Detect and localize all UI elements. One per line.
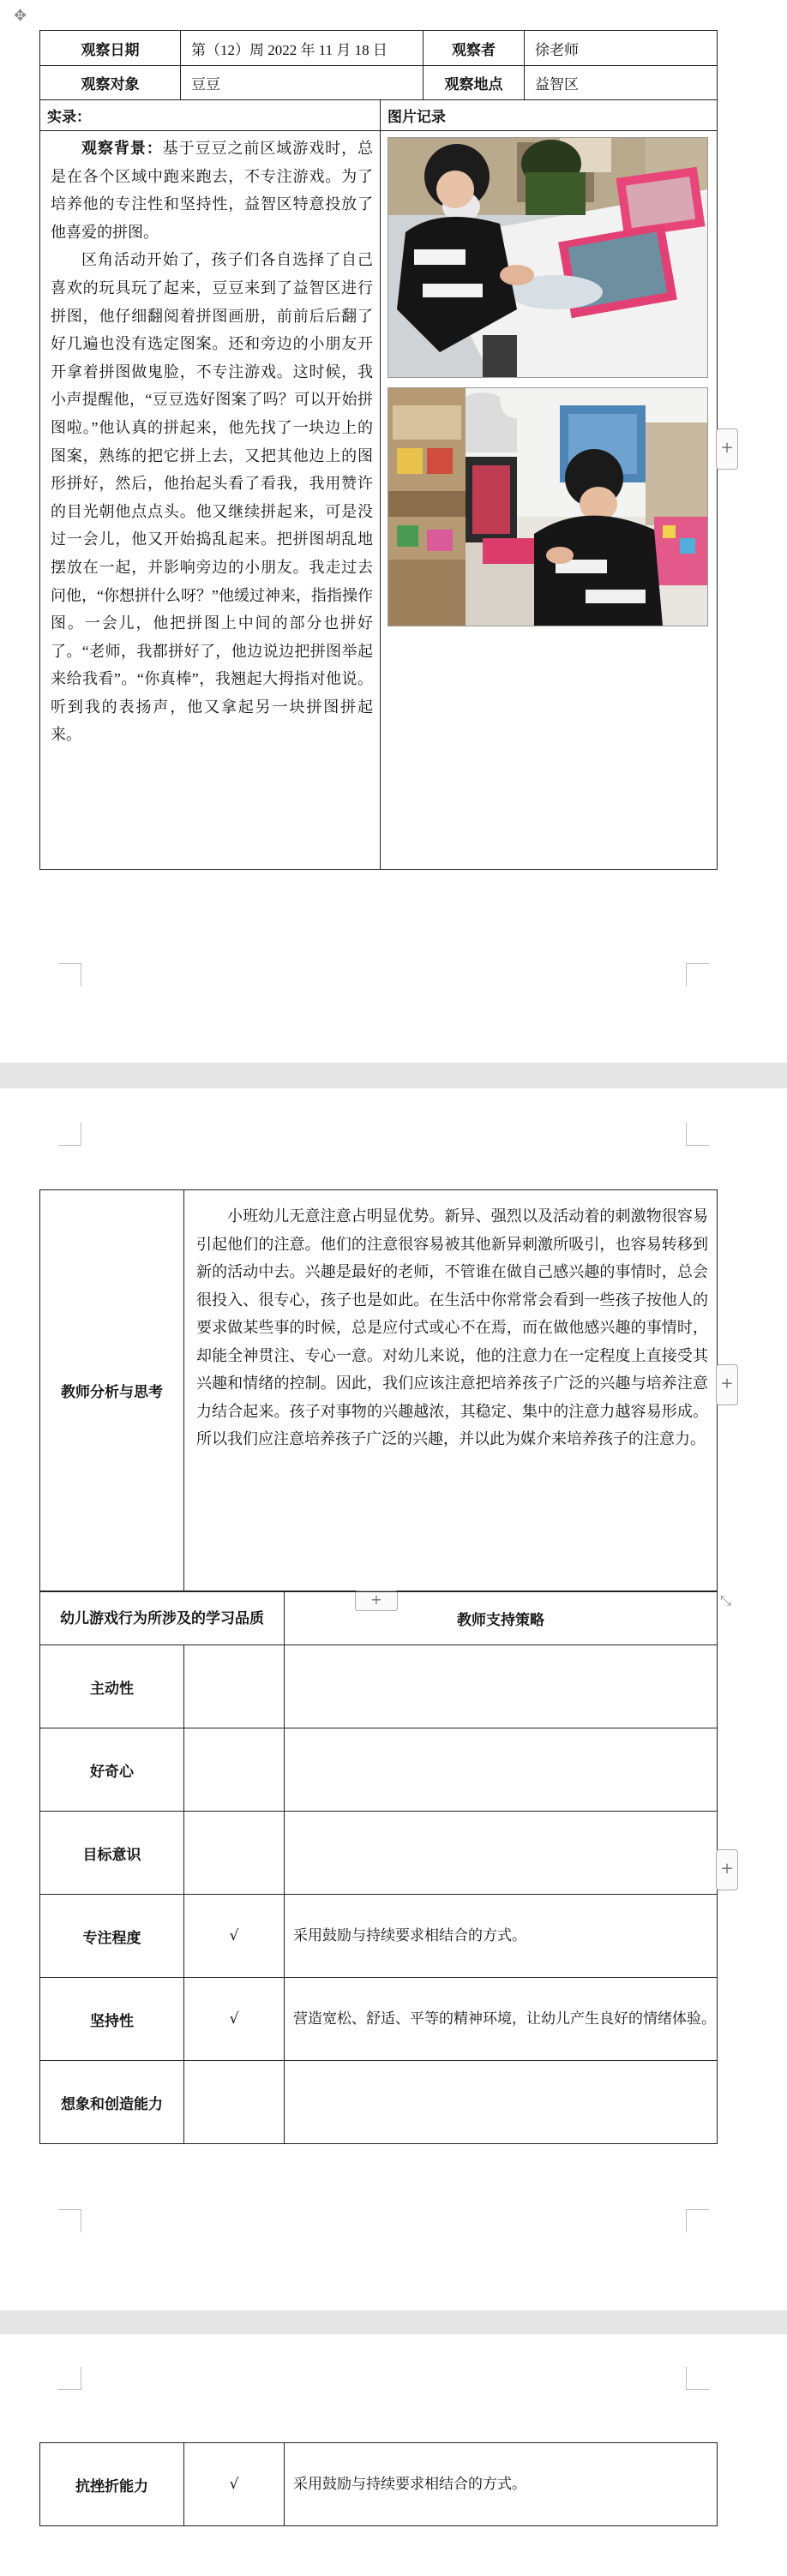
quality-strategy: 采用鼓励与持续要求相结合的方式。 [285, 1895, 718, 1978]
analysis-label: 教师分析与思考 [40, 1190, 184, 1591]
qualities-header-left: 幼儿游戏行为所涉及的学习品质 [40, 1592, 285, 1645]
page-corner-mark [58, 2367, 81, 2390]
quality-strategy [285, 1812, 718, 1895]
add-row-side-button[interactable]: + [716, 428, 738, 470]
background-text: 基于豆豆之前区域游戏时，总是在各个区域中跑来跑去，不专注游戏。为了培养他的专注性和坚持性，益智区特意投放了他喜爱的拼图。 [51, 140, 374, 241]
page-corner-mark [686, 2209, 709, 2232]
quality-check [184, 1812, 285, 1895]
page-corner-mark [58, 1123, 81, 1146]
quality-row [40, 2443, 718, 2526]
photo-2-illustration [388, 388, 707, 626]
add-row-side-button[interactable]: + [716, 1849, 738, 1890]
background-label: 观察背景： [81, 140, 163, 157]
learning-qualities-table-continued [39, 2442, 718, 2526]
photo-puzzle-shelves [387, 387, 708, 626]
quality-row [40, 2061, 718, 2144]
analysis-text: 小班幼儿无意注意占明显优势。新异、强烈以及活动着的刺激物很容易引起他们的注意。他们的注意很容易被其他新异刺激所吸引，也容易转移到新的活动中去。兴趣是最好的老师，不管谁在做自己感兴趣的事情时，总会很投入、很专心，孩子也是如此。在生活中你常常会看到一些孩子按他人的要求做某些事的时候，总是应付式或心不在焉，而在做他感兴趣的事情时，却能全神贯注、专心一意。对幼儿来说，他的注意力在一定程度上直接受其兴趣和情绪的控制。因此，我们应该注意把培养孩子广泛的兴趣与培养注意力结合起来。孩子对事物的兴趣越浓，其稳定、集中的注意力越容易形成。所以我们应注意培养孩子广泛的兴趣，并以此为媒介来培养孩子的注意力。 [184, 1190, 718, 1591]
quality-row [40, 1812, 718, 1895]
quality-row [40, 1895, 718, 1978]
add-row-side-button[interactable]: + [716, 1364, 738, 1405]
strategy-header: 教师支持策略 [285, 1592, 718, 1645]
observation-location-label: 观察地点 [424, 66, 525, 100]
quality-name: 主动性 [40, 1645, 184, 1728]
quality-check [184, 1728, 285, 1812]
quality-name: 坚持性 [40, 1978, 184, 2061]
quality-check: √ [184, 1978, 285, 2061]
quality-name: 目标意识 [40, 1812, 184, 1895]
quality-name: 抗挫折能力 [40, 2443, 184, 2526]
page-gap [0, 2310, 787, 2334]
observation-table [39, 30, 718, 100]
table-resize-icon[interactable]: ⤡ [720, 1592, 731, 1609]
learning-qualities-table [39, 1591, 718, 2144]
quality-strategy: 采用鼓励与持续要求相结合的方式。 [285, 2443, 718, 2526]
page-corner-mark [686, 963, 709, 986]
page-gap [0, 1063, 787, 1088]
quality-strategy [285, 1645, 718, 1728]
quality-check: √ [184, 2443, 285, 2526]
observation-date-value: 第（12）周 2022 年 11 月 18 日 [181, 31, 424, 66]
quality-row [40, 1728, 718, 1812]
observation-subject-value: 豆豆 [181, 66, 424, 100]
observation-date-label: 观察日期 [40, 31, 181, 66]
quality-strategy: 营造宽松、舒适、平等的精神环境，让幼儿产生良好的情绪体验。 [285, 1978, 718, 2061]
photo-1-illustration [388, 138, 707, 377]
photo-puzzle-table [387, 137, 708, 378]
quality-check [184, 1645, 285, 1728]
quality-name: 好奇心 [40, 1728, 184, 1812]
quality-check [184, 2061, 285, 2144]
observation-subject-label: 观察对象 [40, 66, 181, 100]
quality-name: 专注程度 [40, 1895, 184, 1978]
record-text-cell [40, 131, 381, 870]
photo-record-title: 图片记录 [381, 100, 718, 131]
page-corner-mark [58, 2209, 81, 2232]
page-corner-mark [686, 2367, 709, 2390]
insert-row-button[interactable]: + [355, 1591, 398, 1611]
observer-label: 观察者 [424, 31, 525, 66]
table-move-handle-icon[interactable]: ✥ [14, 7, 27, 25]
record-paragraph: 区角活动开始了，孩子们各自选择了自己喜欢的玩具玩了起来，豆豆来到了益智区进行拼图，他仔细翻阅着拼图画册，前前后后翻了好几遍也没有选定图案。还和旁边的小朋友开开拿着拼图做鬼脸，不专注游戏。这时候，我小声提醒他，“豆豆选好图案了吗？可以开始拼图啦。”他认真的拼起来，他先找了一块边上的图案，熟练的把它拼上去，又把其他边上的图形拼好，然后，他抬起头看了看我，我用赞许的目光朝他点点头。他又继续拼起来，可是没过一会儿，他又开始捣乱起来。把拼图胡乱地摆放在一起，并影响旁边的小朋友。我走过去问他，“你想拼什么呀？”他缓过神来，指指操作图。一会儿，他把拼图上中间的部分也拼好了。“老师，我都拼好了，他边说边把拼图举起来给我看”。“你真棒”，我翘起大拇指对他说。听到我的表扬声，他又拿起另一块拼图拼起来。 [51, 251, 373, 744]
observation-location-value: 益智区 [525, 66, 718, 100]
quality-row [40, 1978, 718, 2061]
quality-check: √ [184, 1895, 285, 1978]
page-corner-mark [58, 963, 81, 986]
quality-strategy [285, 1728, 718, 1812]
analysis-table [39, 1189, 718, 1591]
observer-value: 徐老师 [525, 31, 718, 66]
quality-name: 想象和创造能力 [40, 2061, 184, 2144]
quality-strategy [285, 2061, 718, 2144]
page-corner-mark [686, 1123, 709, 1146]
record-title: 实录： [40, 100, 381, 131]
quality-row [40, 1645, 718, 1728]
